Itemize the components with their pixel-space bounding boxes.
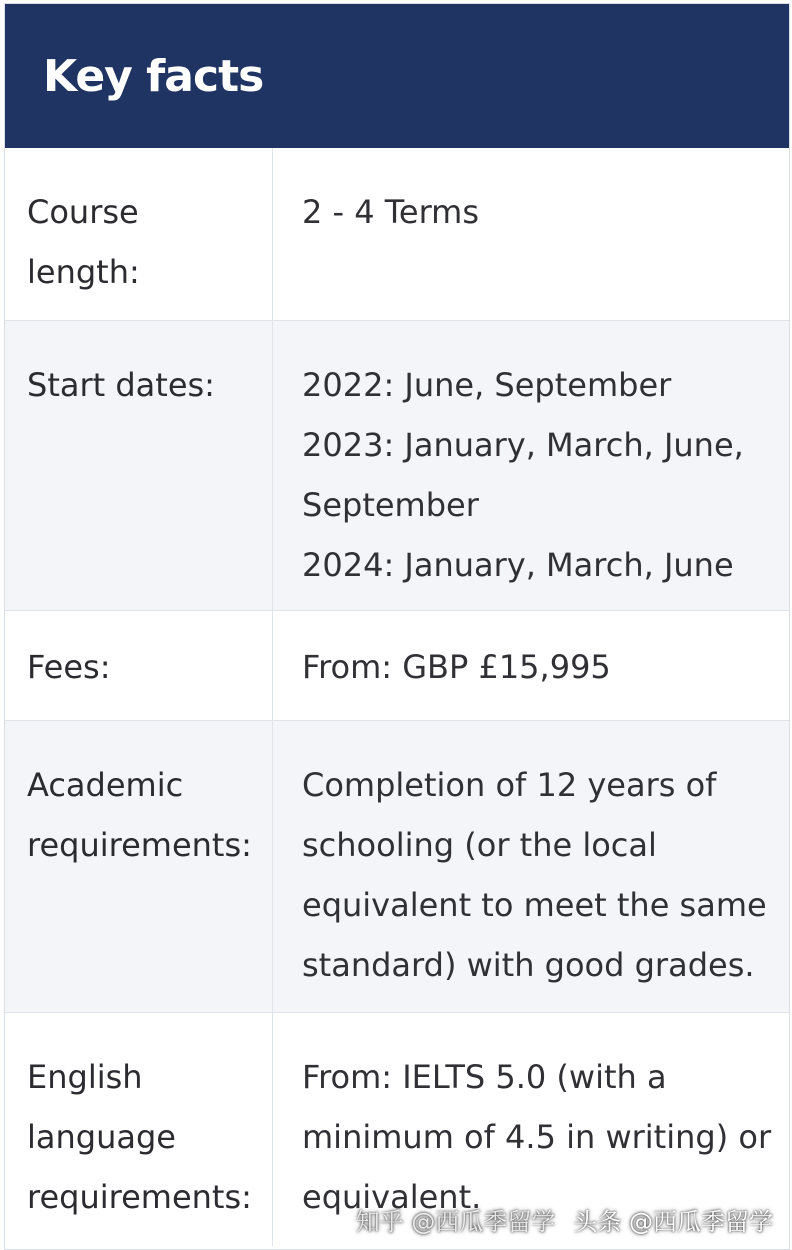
- row-academic-requirements: [5, 720, 789, 1012]
- row-value-line: schooling (or the local: [302, 826, 657, 864]
- key-facts-card: [4, 3, 790, 1250]
- row-value-line: 2024: January, March, June: [302, 546, 734, 584]
- row-value: [273, 148, 789, 320]
- row-value-line: 2023: January, March, June,: [302, 426, 744, 464]
- key-facts-header: [5, 4, 789, 148]
- row-value-line: From: IELTS 5.0 (with a: [302, 1058, 667, 1096]
- row-value: [273, 321, 789, 610]
- key-facts-title: Key facts: [43, 50, 264, 102]
- row-fees: [5, 610, 789, 720]
- row-value-line: Completion of 12 years of: [302, 766, 717, 804]
- row-label: English language requirements:: [5, 1013, 273, 1246]
- row-value-line: minimum of 4.5 in writing) or: [302, 1118, 772, 1156]
- key-facts-table: [5, 148, 789, 1246]
- row-value-line: equivalent to meet the same: [302, 886, 767, 924]
- row-value-line: September: [302, 486, 479, 524]
- row-label: Fees:: [5, 611, 273, 720]
- row-value-line: standard) with good grades.: [302, 946, 755, 984]
- row-value-line: 2 - 4 Terms: [302, 193, 480, 231]
- watermark-toutiao: 头条 @西瓜季留学: [573, 1208, 773, 1236]
- row-label: Course length:: [5, 148, 273, 320]
- row-start-dates: [5, 320, 789, 610]
- row-english-language-requirements: [5, 1012, 789, 1246]
- row-label: Start dates:: [5, 321, 273, 610]
- row-label: Academic requirements:: [5, 721, 273, 1012]
- row-value-line: 2022: June, September: [302, 366, 672, 404]
- row-value: [273, 1013, 789, 1246]
- row-value-line: From: GBP £15,995: [302, 648, 611, 686]
- watermark-zhihu: 知乎 @西瓜季留学: [355, 1208, 556, 1236]
- row-course-length: [5, 148, 789, 320]
- row-value: [273, 611, 789, 720]
- row-value-line: equivalent.: [302, 1178, 482, 1216]
- row-value: [273, 721, 789, 1012]
